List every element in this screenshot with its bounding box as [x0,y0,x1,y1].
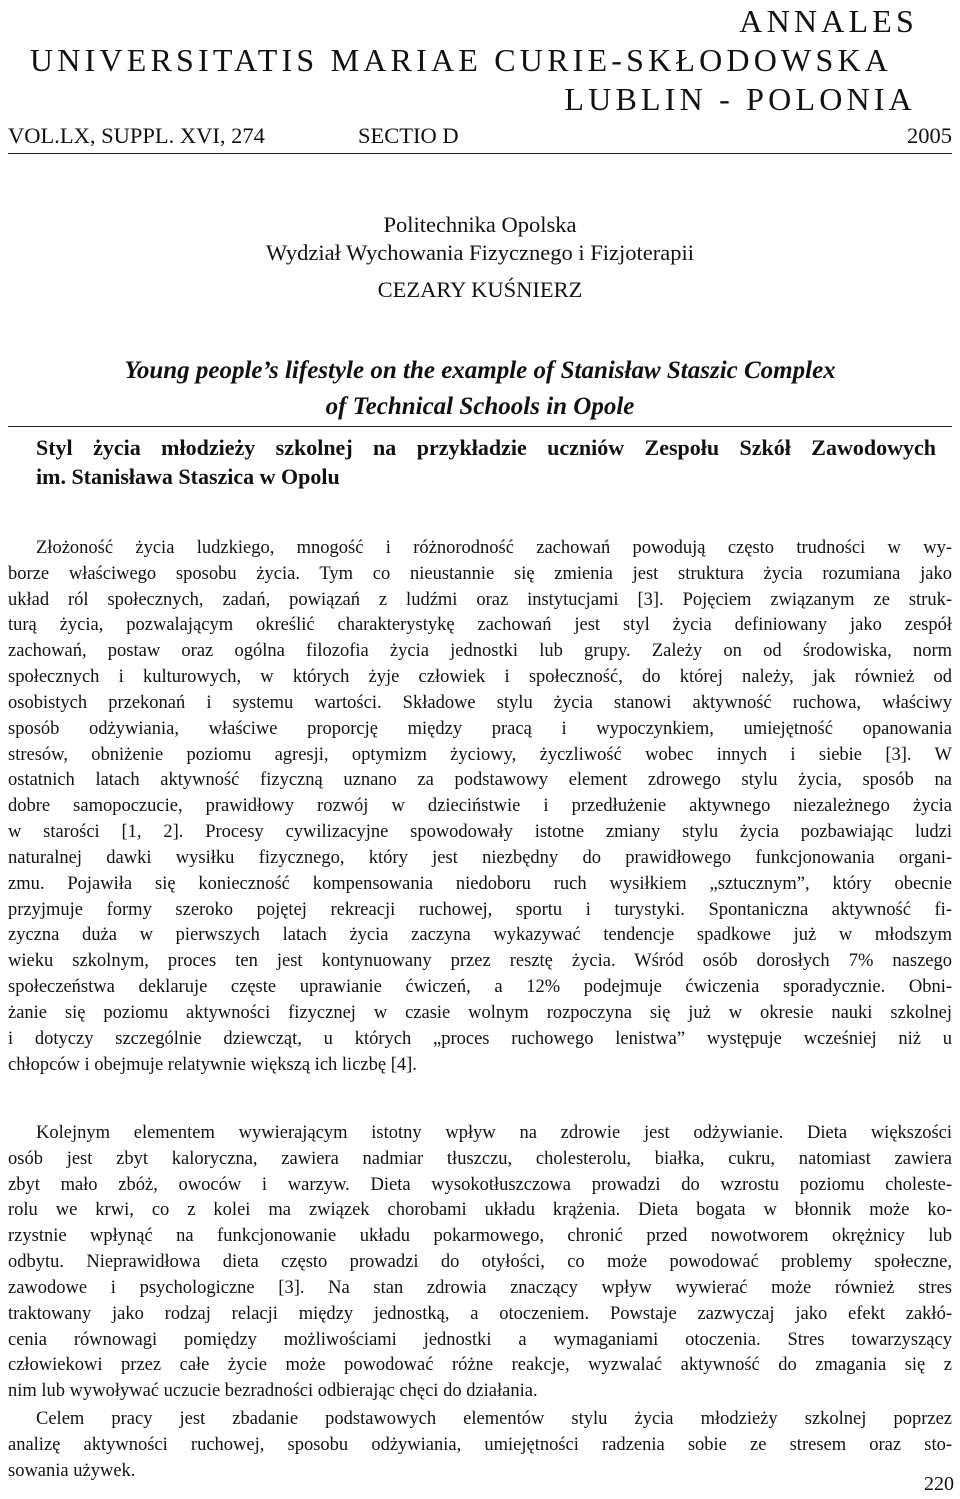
section-info: SECTIO D [358,123,459,148]
text-line: nim lub wywoływać uczucie bezradności odbierając chęci do działania. [8,1381,538,1402]
polish-title-line2: im. Stanisława Staszica w Opolu [36,464,340,489]
text-line: i dotyczy szczególnie dziewcząt, u których „proces ruchowego lenistwa” występuje wcześniej niż u [8,1028,952,1049]
text-line: sposób odżywiania, właściwe proporcję między pracą i wypoczynkiem, umiejętność opanowania [8,718,952,739]
body-paragraph-1 [8,536,952,1078]
english-title [20,353,940,425]
header-rule [8,153,952,154]
text-line: odbytu. Nieprawidłowa dieta często prowadzi do otyłości, co może powodować problemy społeczne, [8,1252,952,1273]
journal-name-line1: ANNALES [739,3,918,39]
text-line: zachowań, postaw oraz ogólna filozofia życia jednostki lub grupy. Zależy on od środowiska, norm [8,641,952,662]
body-paragraph-3 [8,1407,952,1484]
text-line: stresów, obniżenie poziomu agresji, optymizm życiowy, życzliwość wobec innych i siebie [3]. W [8,744,952,765]
text-line: zawodowe i psychologiczne [3]. Na stan zdrowia znaczący wpływ wywierać może również stres [8,1277,952,1298]
journal-name-line3: LUBLIN - POLONIA [564,81,916,117]
text-line: wieku szkolnym, proces ten jest kontynuowany przez resztę życia. Wśród osób dorosłych 7% naszego [8,951,952,972]
text-line: układ ról społecznych, zadań, powiązań z ludźmi oraz instytucjami [3]. Pojęciem związanym ze struk- [8,589,952,610]
journal-header [8,2,960,119]
text-line: przyjmuje formy szeroko pojętej rekreacji ruchowej, sportu i turystyki. Spontaniczna aktywność fi- [8,899,952,920]
text-line: turą życia, pozwalającym określić charakterystykę zachowań jest styl życia definiowany jako zespół [8,615,952,636]
text-line: Kolejnym elementem wywierającym istotny wpływ na zdrowie jest odżywianie. Dieta większości [36,1123,952,1143]
text-line: traktowany jako rodzaj relacji między jednostką, a otoczeniem. Powstaje zazwyczaj jako efekt zakłó- [8,1303,952,1324]
text-line: naturalnej dawki wysiłku fizycznego, który jest niezbędny do prawidłowego funkcjonowania organi- [8,847,952,868]
polish-title-line1: Styl życia młodzieży szkolnej na przykładzie uczniów Zespołu Szkół Zawodowych [36,435,936,460]
text-line: chłopców i obejmuje relatywnie większą ich liczbę [4]. [8,1054,417,1075]
text-line: analizę aktywności ruchowej, sposobu odżywiania, umiejętności radzenia sobie ze stresem oraz sto- [8,1434,952,1455]
polish-title [36,433,936,491]
text-line: człowiekowi przez całe życie może powodować różne reakcje, wyzwalać aktywność do zmagania się z [8,1355,952,1376]
institution: Politechnika Opolska [383,212,577,237]
text-line: w starości [1, 2]. Procesy cywilizacyjne spowodowały istotne zmiany stylu życia pozbawiając ludzi [8,822,952,843]
text-line: zmu. Pojawiła się konieczność kompensowania niedoboru ruch wysiłkiem „sztucznym”, który obecnie [8,873,952,894]
text-line: społeczeństwa deklaruje częste uprawianie ćwiczeń, a 12% podejmuje ćwiczenia sporadycznie. Obni- [8,977,952,998]
text-line: zbyt mało zbóż, owoców i warzyw. Dieta wysokotłuszczowa prowadzi do wzrostu poziomu choleste- [8,1174,952,1195]
department: Wydział Wychowania Fizycznego i Fizjoterapii [266,240,694,265]
journal-name-line2: UNIVERSITATIS MARIAE CURIE-SKŁODOWSKA [29,42,893,78]
text-line: sowania używek. [8,1460,136,1481]
text-line: Złożoność życia ludzkiego, mnogość i różnorodność zachowań powodują często trudności w wy- [36,538,952,558]
text-line: dobre samopoczucie, prawidłowy rozwój w dzieciństwie i przedłużenie aktywnego niezależnego życia [8,796,952,817]
text-line: żanie się poziomu aktywności fizycznej w czasie wolnym rozpoczyna się już w okresie nauki szkolnej [8,1002,952,1023]
text-line: rzystnie wpłynąć na funkcjonowanie układu pokarmowego, chronić przed nowotworem okrężnicy lub [8,1226,952,1247]
english-title-line1: Young people’s lifestyle on the example of Stanisław Staszic Complex [124,357,836,384]
year-info: 2005 [907,123,952,148]
text-line: osób jest zbyt kaloryczna, zawiera nadmiar tłuszczu, cholesterolu, białka, cukru, natomiast zawiera [8,1148,952,1169]
text-line: cenia równowagi pomiędzy możliwościami jednostki a wymaganiami otoczenia. Stres towarzyszący [8,1329,952,1350]
text-line: ostatnich latach aktywność fizyczną uznano za podstawowy element zdrowego stylu życia, sposób na [8,770,952,791]
text-line: Celem pracy jest zbadanie podstawowych elementów stylu życia młodzieży szkolnej poprzez [36,1409,952,1429]
title-rule [8,426,952,427]
text-line: rolu we krwi, co z kolei ma związek chorobami układu krążenia. Dieta bogata w błonnik może ko- [8,1200,952,1221]
body-paragraph-2 [8,1121,952,1405]
volume-info: VOL.LX, SUPPL. XVI, 274 [8,123,265,148]
text-line: osobistych przekonań i systemu wartości. Składowe stylu życia stanowi aktywność ruchowa, właściwy [8,692,952,713]
text-line: społecznych i kulturowych, w których żyje człowiek i społeczność, do której należy, jak również od [8,667,952,688]
page-number: 220 [924,1473,954,1495]
author-name: CEZARY KUŚNIERZ [377,277,583,302]
english-title-line2: of Technical Schools in Opole [325,393,635,420]
text-line: borze właściwego sposobu życia. Tym co nieustannie się zmienia jest struktura życia rozumiana jako [8,563,952,584]
text-line: zyczna duża w pierwszych latach życia zaczyna wykazywać tendencje spadkowe już w młodszym [8,925,952,946]
